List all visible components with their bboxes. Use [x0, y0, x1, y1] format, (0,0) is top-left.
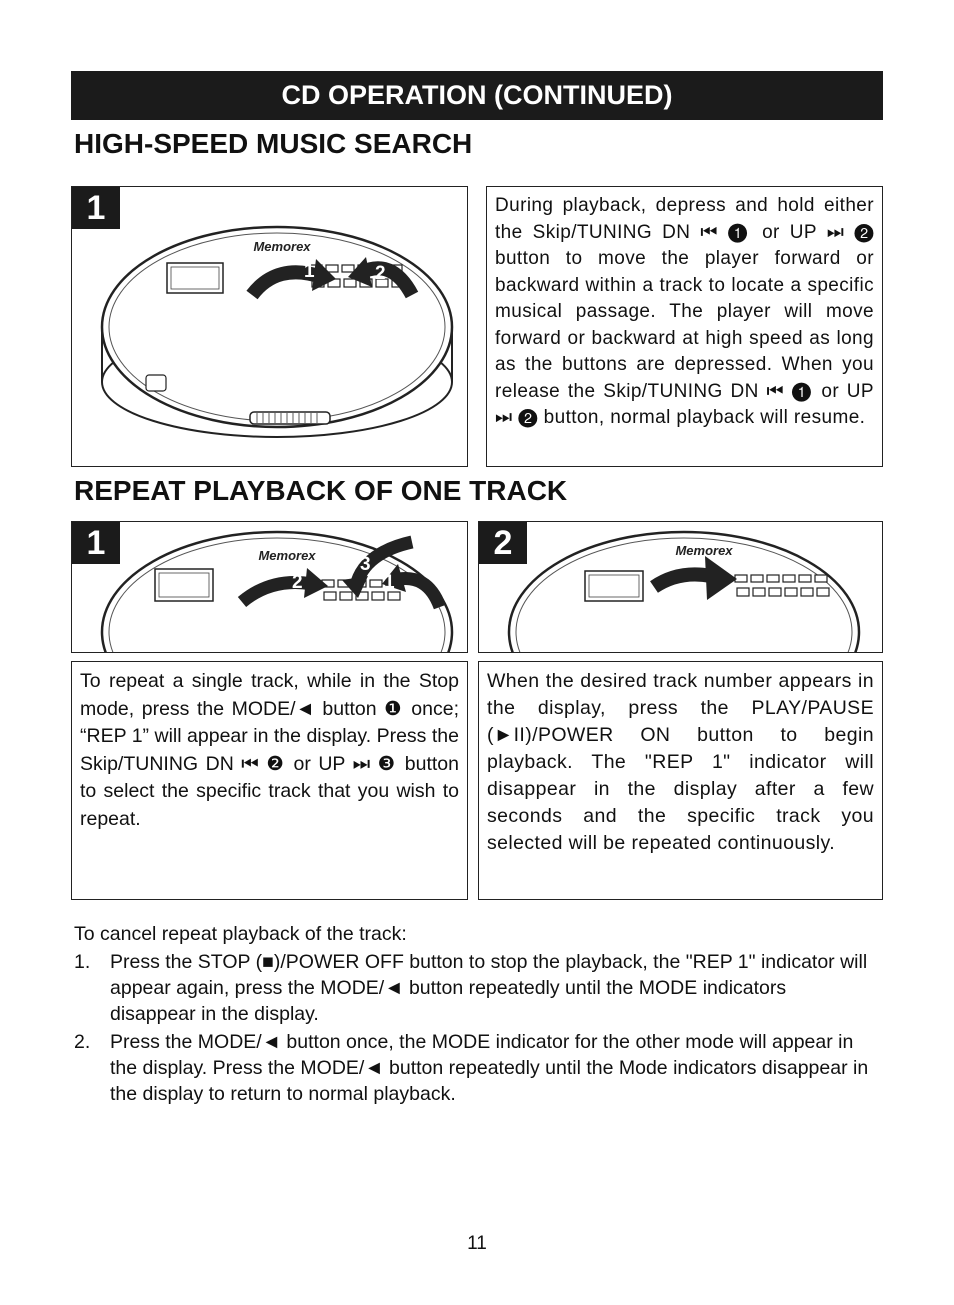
repeat-step1-instructions: To repeat a single track, while in the Stop mode, press the MODE/◄ button ❶ once; “REP 1” will appear in the display. Press the Skip/TUNING DN ⏮ ❷ or UP ⏭ ❸ button to select the specific track that you wish to repeat.	[71, 661, 468, 900]
callout-3: 3	[360, 554, 371, 575]
repeat-step2-instructions: When the desired track number appears in the display, press the PLAY/PAUSE (►II)/POWER ON button to begin playback. The "REP 1" indicator will disappear in the display after a few seconds and the specific track you selected will be repeated continuously.	[478, 661, 883, 900]
cd-player-illustration	[479, 522, 883, 653]
cancel-steps-list	[74, 949, 874, 1107]
callout-2: 2	[292, 572, 303, 593]
section-banner	[71, 71, 883, 120]
list-item-text: Press the MODE/◄ button once, the MODE indicator for the other mode will appear in the display. Press the MODE/◄ button repeatedly until the Mode indicators disappear in the display to return to normal playback.	[110, 1031, 869, 1105]
cd-player-illustration	[72, 187, 468, 467]
step-number: 1	[72, 187, 120, 229]
callout-1: 1	[384, 572, 395, 593]
search-illustration-panel	[71, 186, 468, 467]
list-item-number: 1.	[74, 951, 91, 973]
banner-title: CD OPERATION (CONTINUED)	[281, 80, 673, 110]
brand-logo: Memorex	[253, 239, 311, 254]
brand-logo: Memorex	[675, 543, 733, 558]
page-number: 11	[467, 1233, 487, 1254]
step-number: 1	[72, 522, 120, 564]
cd-player-illustration	[72, 522, 468, 653]
repeat-playback-heading: REPEAT PLAYBACK OF ONE TRACK	[74, 475, 568, 506]
search-instructions: During playback, depress and hold either the Skip/TUNING DN ⏮ ❶ or UP ⏭ ❷ button to move the player forward or backward within a track to locate a specific musical passage. The player will move forward or backward at high speed as long as the buttons are depressed. When you release the Skip/TUNING DN ⏮ ❶ or UP ⏭ ❷ button, normal playback will resume.	[486, 186, 883, 467]
repeat-step1-illustration-panel	[71, 521, 468, 653]
list-item-number: 2.	[74, 1031, 91, 1053]
cancel-intro: To cancel repeat playback of the track:	[74, 923, 407, 945]
repeat-step2-illustration-panel	[478, 521, 883, 653]
list-item	[74, 1029, 874, 1107]
list-item-text: Press the STOP (■)/POWER OFF button to stop the playback, the "REP 1" indicator will appear again, press the MODE/◄ button repeatedly until the MODE indicators disappear in the display.	[110, 951, 868, 1025]
callout-1: 1	[304, 261, 315, 282]
high-speed-search-heading: HIGH-SPEED MUSIC SEARCH	[74, 128, 473, 159]
callout-2: 2	[375, 263, 386, 284]
step-number: 2	[479, 522, 527, 564]
list-item	[74, 949, 874, 1027]
cancel-repeat-instructions	[74, 921, 874, 1107]
brand-logo: Memorex	[258, 548, 316, 563]
